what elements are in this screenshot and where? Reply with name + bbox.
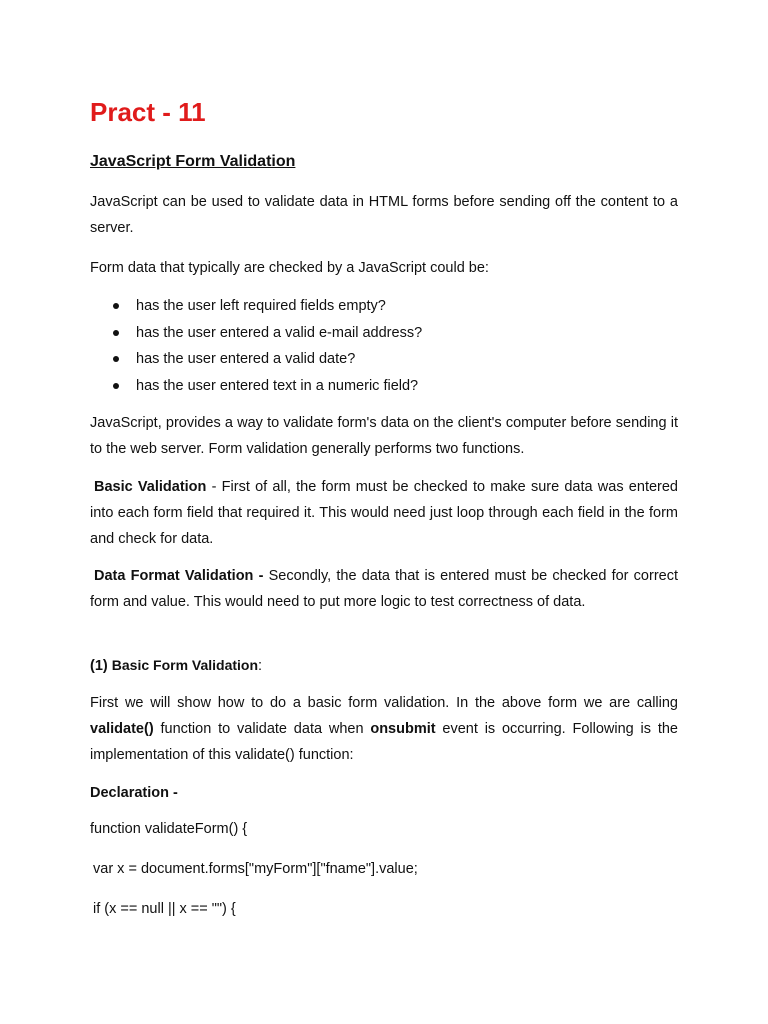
list-item: has the user left required fields empty?	[90, 293, 422, 320]
format-validation-paragraph	[90, 563, 678, 615]
basic-validation-text: - First of all, the form must be checked to make sure data was entered into each form field that required it. This would need just loop through each field in the form and check for data.	[90, 479, 678, 547]
format-validation-text: Secondly, the data that is entered must be checked for correct form and value. This would need to put more logic to test correctness of data.	[90, 568, 678, 610]
basic-validation-paragraph	[90, 474, 678, 552]
page-title: Pract - 11	[90, 97, 206, 127]
section-heading	[90, 653, 262, 678]
code-line: function validateForm() {	[90, 821, 248, 837]
bullet-icon	[113, 356, 119, 362]
bullet-icon	[113, 330, 119, 336]
bullet-icon	[113, 303, 119, 309]
checked-intro: Form data that typically are checked by a JavaScript could be:	[90, 260, 489, 276]
validate-keyword: validate()	[90, 721, 154, 737]
list-item: has the user entered text in a numeric field?	[90, 373, 422, 400]
onsubmit-keyword: onsubmit	[370, 721, 436, 737]
intro-paragraph: JavaScript can be used to validate data in HTML forms before sending off the content to a server.	[90, 194, 678, 236]
code-line: var x = document.forms["myForm"]["fname"].value;	[93, 861, 418, 877]
provides-paragraph: JavaScript, provides a way to validate form's data on the client's computer before sending it to the web server. Form validation generally performs two functions.	[90, 415, 678, 457]
code-line: if (x == null || x == "") {	[93, 901, 236, 917]
section-heading-colon: :	[258, 658, 263, 674]
section-paragraph: First we will show how to do a basic form validation. In the above form we are calling validate() function to validate data when onsubmit event is occurring. Following is the implementation of this validate() function:	[90, 695, 679, 763]
bullet-icon	[113, 383, 119, 389]
basic-validation-term: Basic Validation	[94, 479, 207, 495]
section-subtitle: JavaScript Form Validation	[90, 153, 296, 170]
declaration-label: Declaration -	[90, 785, 178, 801]
section-heading-label: Basic Form Validation	[111, 657, 259, 673]
section-heading-number: (1)	[90, 658, 108, 674]
bullet-list	[90, 293, 422, 399]
list-item: has the user entered a valid e-mail address?	[90, 320, 422, 347]
format-validation-term: Data Format Validation -	[94, 568, 264, 584]
list-item: has the user entered a valid date?	[90, 346, 422, 373]
